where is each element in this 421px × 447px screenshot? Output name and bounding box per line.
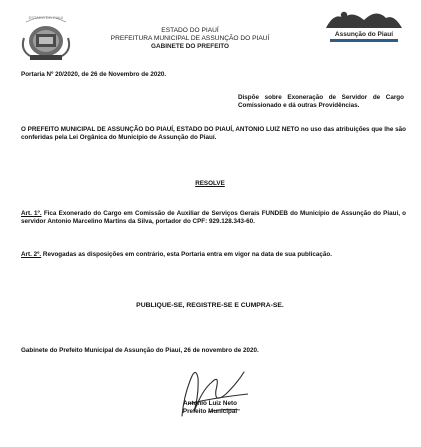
place-date: Gabinete do Prefeito Municipal de Assunção do Piauí, 26 de novembro de 2020. — [21, 347, 259, 354]
ementa: Dispõe sobre Exoneração de Servidor de Cargo Comissionado e dá outras Providências. — [238, 94, 404, 110]
resolve-heading: RESOLVE — [195, 180, 225, 187]
signer-name: Antonio Luiz Neto — [183, 400, 237, 407]
document-header — [84, 27, 296, 51]
logo-figure-icon — [324, 6, 404, 30]
article-2-label: Art. 2º. — [21, 251, 42, 258]
header-prefeitura: PREFEITURA MUNICIPAL DE ASSUNÇÃO DO PIAUÍ — [110, 35, 270, 43]
signer-block — [150, 400, 270, 416]
signer-title: Prefeito Municipal — [182, 408, 238, 416]
article-1-label: Art. 1º. — [21, 210, 42, 217]
header-gabinete: GABINETE DO PREFEITO — [151, 43, 229, 51]
municipality-logo — [324, 6, 404, 52]
header-state: ESTADO DO PIAUÍ — [161, 27, 219, 34]
article-2 — [21, 251, 406, 259]
article-1-text: Fica Exonerado do Cargo em Comissão de Auxiliar de Serviços Gerais FUNDEB do Município de Assunção do Piauí, o servidor Antonio Marcelino Martins da Silva, portador do CPF: 929.128.343-60. — [21, 210, 407, 226]
portaria-number: Portaria Nº 20/2020, de 26 de Novembro de 2020. — [21, 71, 167, 78]
logo-band — [330, 39, 398, 42]
logo-label: Assunção do Piauí — [334, 31, 394, 38]
closing-statement: PUBLIQUE-SE, REGISTRE-SE E CUMPRA-SE. — [136, 302, 284, 309]
article-2-text: Revogadas as disposições em contrário, esta Portaria entra em vigor na data de sua publicação. — [42, 251, 332, 258]
article-1 — [21, 210, 406, 226]
svg-text:ESTADO DO PIAUI: ESTADO DO PIAUI — [28, 15, 64, 20]
municipal-seal — [16, 10, 76, 64]
preamble: O PREFEITO MUNICIPAL DE ASSUNÇÃO DO PIAUÍ, ESTADO DO PIAUÍ, ANTONIO LUIZ NETO no uso das atribuições que lhe são conferidas pela Lei Orgânica do Município de Assunção do Piauí. — [21, 126, 406, 142]
